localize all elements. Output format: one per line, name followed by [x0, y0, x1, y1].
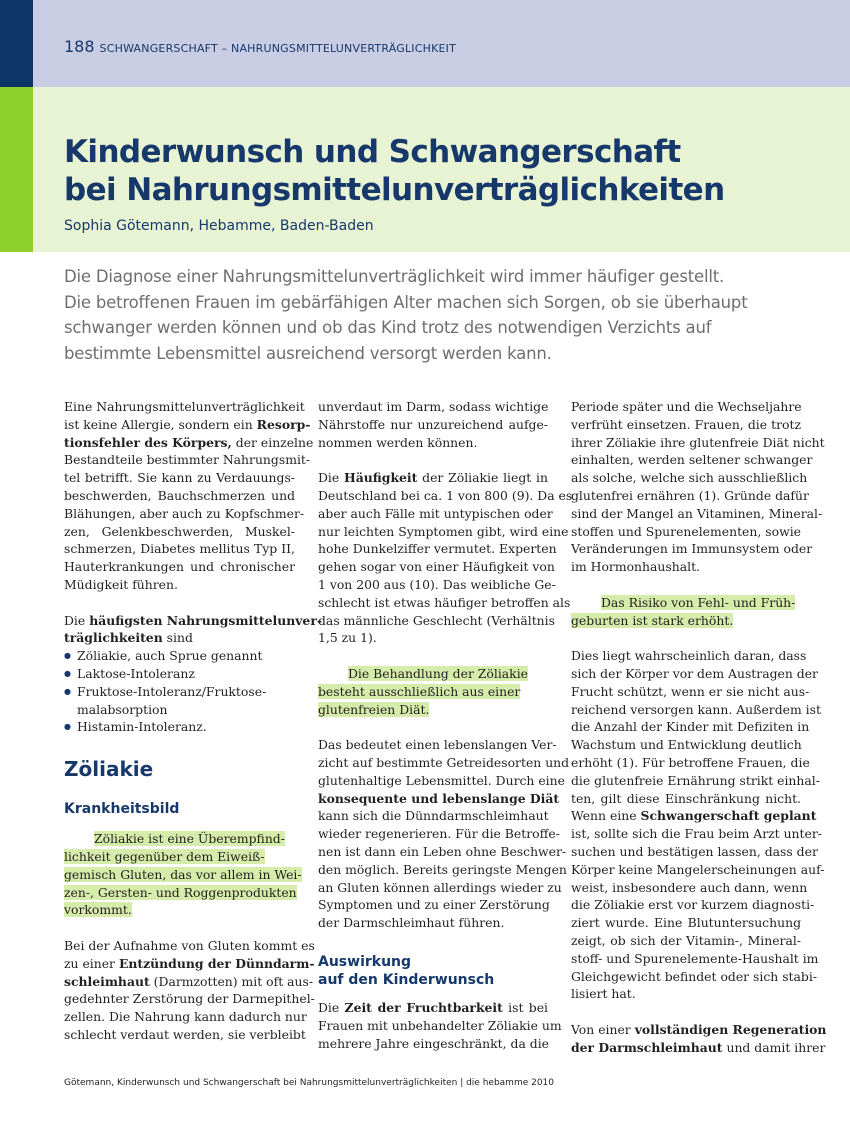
text-line: Nährstoffe nur unzureichend aufge-	[318, 416, 548, 432]
quote-line: lichkeit gegenüber dem Eiweiß-	[64, 848, 265, 864]
lead-line: schwanger werden können und ob das Kind trotz des notwendigen Verzichts auf	[64, 318, 712, 337]
header-accent-bar	[0, 0, 33, 87]
text-line: nen ist dann ein Leben ohne Beschwer-	[318, 843, 567, 859]
text-line: wieder regenerieren. Für die Betroffe-	[318, 826, 560, 842]
text-line: im Hormonhaushalt.	[571, 559, 700, 575]
text-line: 1,5 zu 1).	[318, 630, 377, 646]
paragraph	[571, 398, 825, 576]
text-line: schmerzen, Diabetes mellitus Typ II,	[64, 541, 295, 557]
page-number: 188	[64, 37, 95, 56]
text-line: tel betrifft. Sie kann zu Verdauungs-	[64, 470, 295, 486]
lead-line: Die betroffenen Frauen im gebärfähigen Alter machen sich Sorgen, ob sie überhaupt	[64, 292, 748, 312]
paragraph	[318, 736, 570, 932]
text-line: den möglich. Bereits geringste Mengen	[318, 861, 567, 877]
text-line: nur leichten Symptomen gibt, wird eine	[318, 523, 569, 539]
text-line: mehrere Jahre eingeschränkt, da die	[318, 1035, 549, 1051]
text-line: tionsfehler des Körpers, der einzelne	[64, 434, 314, 450]
text-line: der Darmschleimhaut und damit ihrer	[571, 1039, 826, 1055]
text-line: ist, sollte sich die Frau beim Arzt unter-	[571, 826, 822, 842]
text-line: Dies liegt wahrscheinlich daran, dass	[571, 648, 807, 664]
highlight-quote	[571, 594, 801, 630]
list-item-continuation: malabsorption	[77, 701, 168, 717]
text-line: glutenfrei ernähren (1). Gründe dafür	[571, 487, 809, 503]
text-line: glutenhaltige Lebensmittel. Durch eine	[318, 772, 565, 788]
text-line: lisiert hat.	[571, 986, 636, 1002]
text-line: hohe Dunkelziffer vermutet. Experten	[318, 541, 557, 557]
text-line: schleimhaut (Darmzotten) mit oft aus-	[64, 973, 314, 989]
text-line: zen, Gelenkbeschwerden, Muskel-	[64, 523, 295, 539]
list-item: ● Laktose-Intoleranz	[64, 665, 295, 683]
title-accent-bar	[0, 87, 33, 252]
text-line: erhöht (1). Für betroffene Frauen, die	[571, 754, 810, 770]
text-line: zu einer Entzündung der Dünndarm-	[64, 955, 315, 971]
quote-line: glutenfreien Diät.	[318, 701, 430, 717]
text-line: konsequente und lebenslange Diät	[318, 790, 560, 806]
author-line: Sophia Götemann, Hebamme, Baden-Baden	[64, 218, 374, 234]
quote-line: Das Risiko von Fehl- und Früh-	[601, 594, 796, 610]
text-line: Symptomen und zu einer Zerstörung	[318, 897, 550, 913]
list-item: ● Zöliakie, auch Sprue genannt	[64, 647, 295, 665]
title-line: Kinderwunsch und Schwangerschaft	[64, 134, 681, 170]
text-line: Blähungen, aber auch zu Kopfschmer-	[64, 505, 305, 521]
highlight-quote	[318, 665, 548, 718]
text-line: Das bedeutet einen lebenslangen Ver-	[318, 737, 557, 753]
paragraph	[64, 398, 314, 594]
text-line: Frucht schützt, wenn er sie nicht aus-	[571, 683, 810, 699]
text-line: die Anzahl der Kinder mit Defiziten in	[571, 719, 810, 735]
text-line: ihrer Zöliakie ihre glutenfreie Diät nicht	[571, 434, 825, 450]
paragraph	[64, 937, 315, 1044]
text-line: Die Zeit der Fruchtbarkeit ist bei	[318, 999, 549, 1015]
text-line: Gleichgewicht befindet oder sich stabi-	[571, 968, 818, 984]
title-line: bei Nahrungsmittelunverträglichkeiten	[64, 172, 725, 208]
quote-line: Zöliakie ist eine Überempfind-	[94, 831, 285, 847]
column-2	[318, 398, 573, 1052]
text-line: Eine Nahrungsmittelunverträglichkeit	[64, 399, 305, 414]
text-line: Bei der Aufnahme von Gluten kommt es	[64, 937, 315, 953]
text-line: Die Häufigkeit der Zöliakie liegt in	[318, 470, 548, 486]
list-item: ● Histamin-Intoleranz.	[64, 718, 295, 736]
paragraph	[64, 612, 322, 648]
text-line: kann sich die Dünndarmschleimhaut	[318, 808, 549, 824]
text-line: die glutenfreie Ernährung strikt einhal-	[571, 772, 820, 788]
footer-citation: Götemann, Kinderwunsch und Schwangerschaft bei Nahrungsmittelunverträglichkeiten | die hebamme 2010	[64, 1078, 555, 1088]
text-line: an Gluten können allerdings wieder zu	[318, 879, 562, 895]
text-line: die Zöliakie erst vor kurzem diagnosti-	[571, 897, 815, 913]
quote-line: besteht ausschließlich aus einer	[318, 683, 521, 699]
paragraph	[571, 1021, 827, 1057]
text-line: zeigt, ob sich der Vitamin-, Mineral-	[571, 932, 801, 948]
quote-line: Die Behandlung der Zöliakie	[348, 665, 528, 681]
section-name: SCHWANGERSCHAFT – NAHRUNGSMITTELUNVERTRÄGLICHKEIT	[99, 42, 457, 55]
column-3	[571, 398, 827, 1056]
text-line: stoff- und Spurenelemente-Haushalt im	[571, 950, 819, 966]
text-line: Die häufigsten Nahrungsmittelunver-	[64, 612, 322, 628]
paragraph	[318, 999, 562, 1052]
quote-line: zen-, Gersten- und Roggenprodukten	[64, 884, 297, 900]
section-heading: Zöliakie	[64, 757, 154, 782]
text-line: ziert wurde. Eine Blutuntersuchung	[571, 915, 801, 931]
quote-line: vorkommt.	[64, 902, 132, 918]
article-title	[64, 133, 725, 209]
text-line: beschwerden, Bauchschmerzen und	[64, 487, 295, 503]
highlight-quote	[64, 830, 302, 919]
text-line: reichend versorgen kann. Außerdem ist	[571, 701, 821, 717]
text-line: suchen und bestätigen lassen, dass der	[571, 843, 818, 859]
column-1	[64, 398, 322, 1044]
text-line: Wachstum und Entwicklung deutlich	[571, 737, 802, 753]
quote-line: gemisch Gluten, das vor allem in Wei-	[64, 866, 302, 882]
text-line: einhalten, werden seltener schwanger	[571, 452, 813, 468]
text-line: 1 von 200 aus (10). Das weibliche Ge-	[318, 576, 556, 592]
text-line: Frauen mit unbehandelter Zöliakie um	[318, 1017, 562, 1033]
text-line: verfrüht einsetzen. Frauen, die trotz	[571, 416, 801, 432]
text-line: träglichkeiten sind	[64, 630, 193, 646]
text-line: Bestandteile bestimmter Nahrungsmit-	[64, 452, 311, 468]
text-line: schlecht verdaut werden, sie verbleibt	[64, 1026, 306, 1042]
text-line: zellen. Die Nahrung kann dadurch nur	[64, 1009, 307, 1025]
text-line: stoffen und Spurenelementen, sowie	[571, 523, 801, 539]
text-line: ten, gilt diese Einschränkung nicht.	[571, 790, 801, 806]
paragraph	[318, 469, 573, 647]
text-line: Körper keine Mangelerscheinungen auf-	[571, 861, 825, 877]
text-line: unverdaut im Darm, sodass wichtige	[318, 399, 549, 414]
text-line: Wenn eine Schwangerschaft geplant	[571, 808, 817, 824]
text-line: der Darmschleimhaut führen.	[318, 915, 505, 931]
lead-paragraph	[64, 264, 824, 366]
text-line: als solche, welche sich ausschließlich	[571, 470, 808, 486]
text-line: aber auch Fälle mit untypischen oder	[318, 505, 553, 521]
text-line: sich der Körper vor dem Austragen der	[571, 665, 818, 681]
text-line: das männliche Geschlecht (Verhältnis	[318, 612, 555, 628]
text-line: ist keine Allergie, sondern ein Resorp-	[64, 416, 311, 432]
paragraph	[571, 647, 825, 1003]
text-line: gehen sogar von einer Häufigkeit von	[318, 559, 555, 575]
text-line: nommen werden können.	[318, 434, 478, 450]
running-head	[64, 37, 456, 56]
list-item: ● Fruktose-Intoleranz/Fruktose-	[64, 683, 295, 701]
text-line: Veränderungen im Immunsystem oder	[571, 541, 813, 557]
lead-line: Die Diagnose einer Nahrungsmittelunverträglichkeit wird immer häufiger gestellt.	[64, 267, 725, 286]
bullet-list	[64, 647, 295, 736]
text-line: Von einer vollständigen Regeneration	[571, 1021, 827, 1037]
lead-line: bestimmte Lebensmittel ausreichend versorgt werden kann.	[64, 343, 552, 363]
text-line: gedehnter Zerstörung der Darmepithel-	[64, 991, 315, 1007]
text-line: Deutschland bei ca. 1 von 800 (9). Da es	[318, 487, 573, 503]
quote-line: geburten ist stark erhöht.	[571, 612, 734, 628]
text-line: Periode später und die Wechseljahre	[571, 399, 802, 414]
paragraph	[318, 398, 548, 451]
text-line: Hauterkrankungen und chronischer	[64, 559, 295, 575]
text-line: schlecht ist etwas häufiger betroffen als	[318, 594, 571, 610]
text-line: weist, insbesondere auch dann, wenn	[571, 879, 808, 895]
text-line: Müdigkeit führen.	[64, 576, 178, 592]
subsection-heading: Auswirkung auf den Kinderwunsch	[318, 953, 495, 988]
text-line: sind der Mangel an Vitaminen, Mineral-	[571, 505, 823, 521]
subsection-heading: Krankheitsbild	[64, 801, 180, 818]
text-line: zicht auf bestimmte Getreidesorten und	[318, 754, 570, 770]
